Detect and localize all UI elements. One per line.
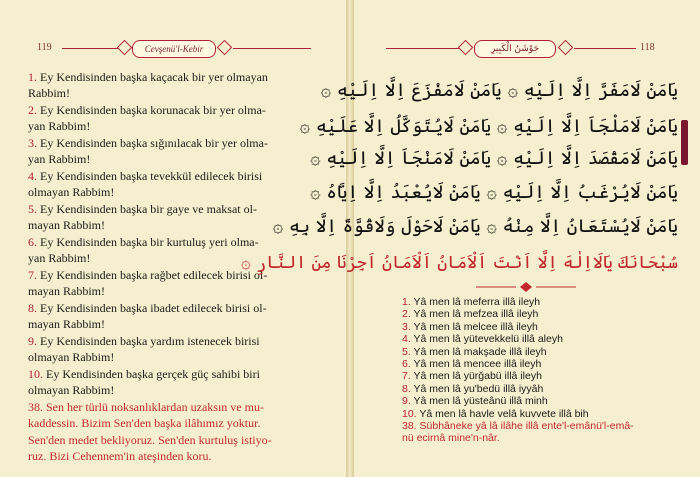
left-running-title: Cevşenü'l-Kebir [132,40,216,58]
verse-9-line-2: olmayan Rabbim! [28,350,115,365]
right-running-title: جَوْشَنُ الْكَبِيرِ [474,40,556,58]
verse-5-line-1: 5. Ey Kendisinden başka bir gaye ve maksat ol- [28,201,257,216]
verse-9-line-1: 9. Ey Kendisinden başka yardım istenecek birisi [28,333,260,348]
translit-closing-2: nü ecirnâ mine'n-nâr. [402,432,500,445]
translit-2: 2. Yâ men lâ mefzea illâ ileyh [402,308,539,321]
verse-10-line-2: olmayan Rabbim! [28,383,115,398]
verse-5-line-2: mayan Rabbim! [28,218,105,233]
verse-3-line-2: yan Rabbim! [28,152,91,167]
verse-6-line-2: yan Rabbim! [28,251,91,266]
translit-7: 7. Yâ men lâ yürğabü illâ ileyh [402,370,542,383]
translit-3: 3. Yâ men lâ melcee illâ ileyh [402,320,538,333]
translit-1: 1. Yâ men lâ meferra illâ ileyh [402,296,541,308]
translit-4: 4. Yâ men lâ yütevekkelü illâ aleyh [402,333,563,346]
ornament-icon [217,40,233,56]
left-page-number: 119 [37,42,52,53]
arabic-closing: سُبْحَانَكَ يَالَااِلٰهَ اِلَّا اَنْتَ اَلْاَمَانُ اَلْاَمَانُ اَجِرْنَا مِنَ النَّارِ ۞ [240,253,678,273]
header-rule [386,48,464,49]
arabic-line-2: يَامَنْ لَامَلْجَاَ اِلَّا اِلَيْهِ ۞ يَامَنْ لَايُتَوَكَّلُ اِلَّا عَلَيْهِ ۞ [299,116,678,137]
closing-line-4: ruz. Bizi Cehennem'in ateşinden koru. [28,449,212,464]
divider-ornament-icon [476,281,576,293]
translit-closing-1: 38. Sübhâneke yâ lâ ilâhe illâ ente'l-emânü'l-emâ- [402,419,634,432]
verse-4-line-2: olmayan Rabbim! [28,185,115,200]
translit-6: 6. Yâ men lâ mencee illâ ileyh [402,357,542,370]
closing-line-2: kaddessin. Bizim Sen'den başka ilâhımız yoktur. [28,416,261,431]
bookmark-ribbon [681,120,688,165]
verse-1-line-1: 1. Ey Kendisinden başka kaçacak bir yer olmayan [28,70,268,84]
translit-8: 8. Yâ men lâ yu'bedü illâ iyyâh [402,382,544,395]
translit-9: 9. Yâ men lâ yüsteânü illâ minh [402,395,548,408]
left-header [0,38,346,58]
ornament-icon [117,40,133,56]
right-page-number: 118 [640,42,655,53]
ornament-icon [458,40,474,56]
right-header [354,38,700,58]
closing-line-1: 38. Sen her türlü noksanlıklardan uzaksın ve mu- [28,399,264,414]
verse-4-line-1: 4. Ey Kendisinden başka tevekkül edilecek birisi [28,168,263,183]
verse-8-line-1: 8. Ey Kendisinden başka ibadet edilecek birisi ol- [28,300,267,315]
arabic-line-3: يَامَنْ لَامَقْصَدَ اِلَّا اِلَيْهِ ۞ يَامَنْ لَامَنْجَاَ اِلَّا اِلَيْهِ ۞ [310,148,678,169]
verse-1-line-2: Rabbim! [28,86,70,101]
header-rule [574,48,636,49]
ornament-icon [558,40,574,56]
left-page [0,0,346,477]
closing-line-3: Sen'den medet bekliyoruz. Sen'den kurtuluş istiyo- [28,432,272,447]
verse-6-line-1: 6. Ey Kendisinden başka bir kurtuluş yeri olma- [28,234,259,249]
transliteration-block [402,297,682,446]
verse-3-line-1: 3. Ey Kendisinden başka sığınılacak bir yer olma- [28,135,268,150]
verse-2-line-2: yan Rabbim! [28,119,91,134]
header-rule [62,48,122,49]
arabic-line-5: يَامَنْ لَايُسْتَعَانُ اِلَّا مِنْهُ ۞ يَامَنْ لَاحَوْلَ وَلَاقُوَّةَ اِلَّا بِهِ ۞ [272,216,678,237]
arabic-line-4: يَامَنْ لَايُرْغَبُ اِلَّا اِلَيْهِ ۞ يَامَنْ لَايُعْبَدُ اِلَّا اِيَّاهُ ۞ [310,182,678,203]
header-rule [233,48,311,49]
verse-7-line-2: mayan Rabbim! [28,284,105,299]
verse-2-line-1: 2. Ey Kendisinden başka korunacak bir yer olma- [28,102,266,117]
translit-10: 10. Yâ men lâ havle velâ kuvvete illâ bih [402,407,589,420]
verse-10-line-1: 10. Ey Kendisinden başka gerçek güç sahibi biri [28,366,260,381]
arabic-line-1: يَامَنْ لَامَفَرَّ اِلَّا اِلَيْهِ ۞ يَامَنْ لَامَفْزَعَ اِلَّا اِلَيْهِ ۞ [320,80,678,101]
translit-5: 5. Yâ men lâ makşade illâ ileyh [402,345,547,358]
book-gutter [346,0,354,477]
verse-8-line-2: mayan Rabbim! [28,317,105,332]
verse-7-line-1: 7. Ey Kendisinden başka rağbet edilecek birisi ol- [28,267,268,282]
